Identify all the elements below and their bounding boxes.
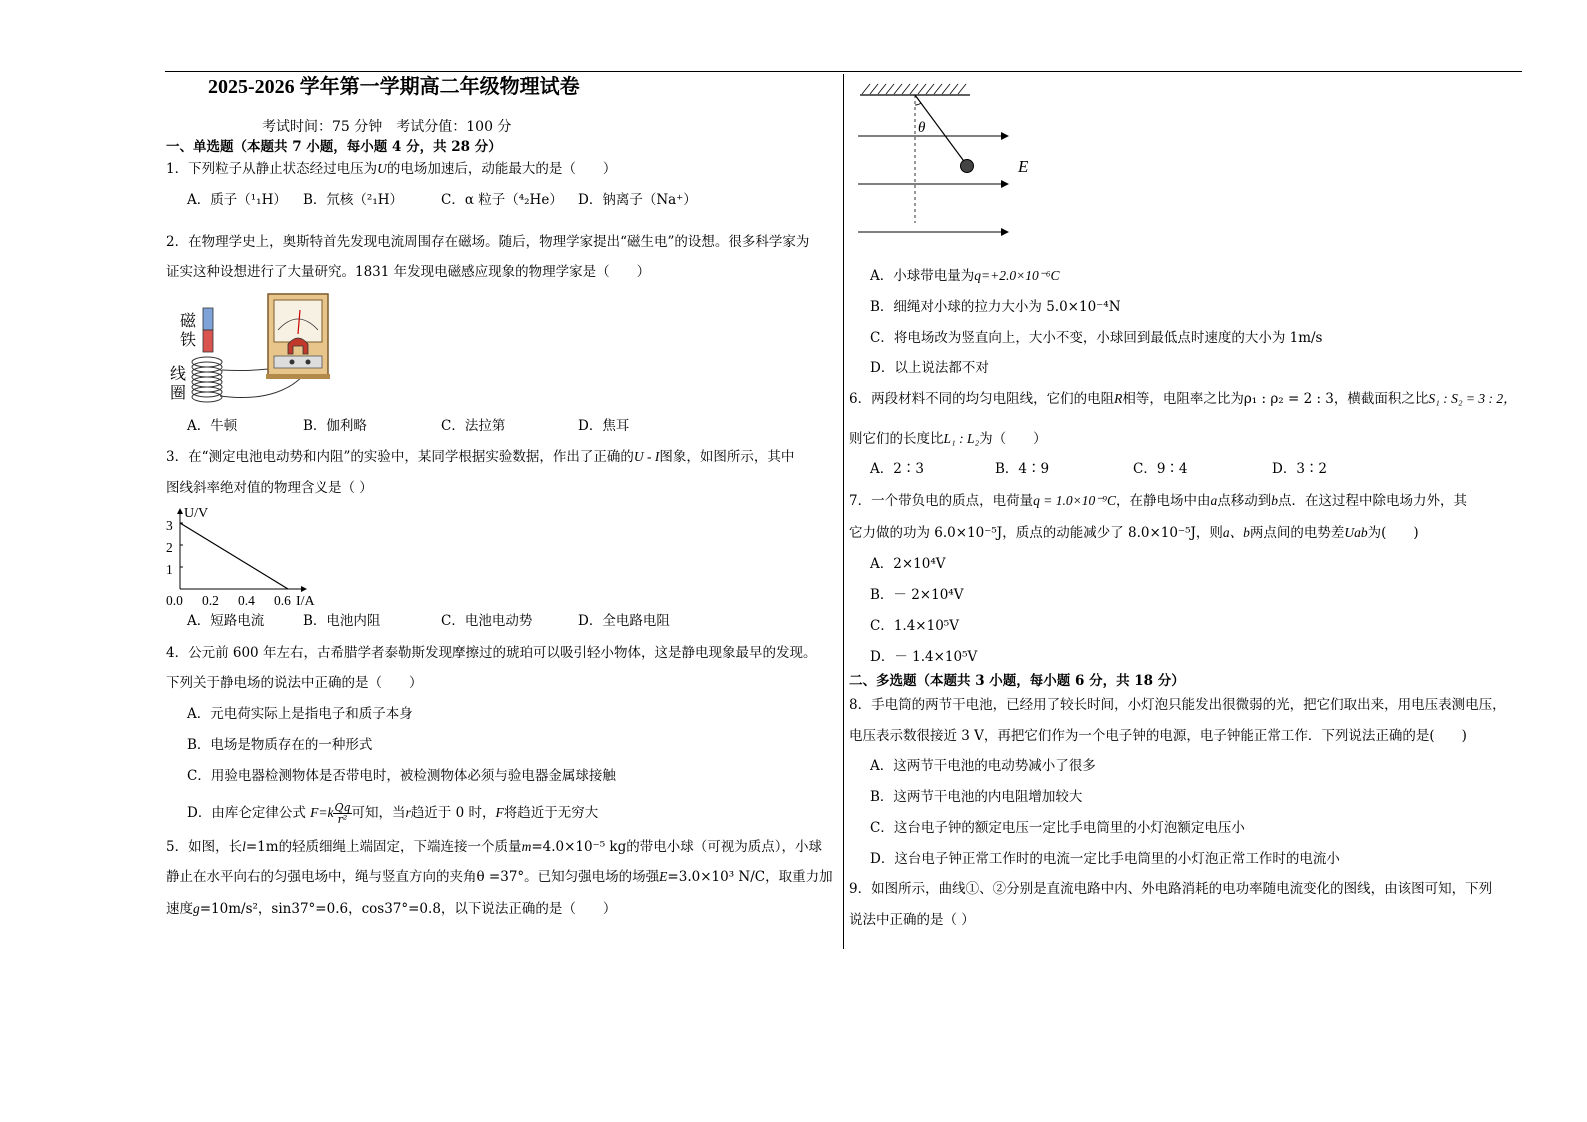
galvanometer xyxy=(266,294,330,379)
q4-option-b: B．电场是物质存在的一种形式 xyxy=(187,737,373,753)
coil-label: 线圈 xyxy=(170,364,187,402)
page-title: 2025-2026 学年第一学期高二年级物理试卷 xyxy=(208,76,580,98)
q5-option-b: B．细绳对小球的拉力大小为 5.0×10⁻⁴N xyxy=(870,299,1121,315)
q3-option-b: B．电池内阻 xyxy=(303,613,381,629)
x-tick-0: 0.0 xyxy=(166,593,183,608)
y-axis-label: U/V xyxy=(184,506,209,521)
x-tick-06: 0.6 xyxy=(274,593,291,608)
question-6-line-1: 6．两段材料不同的均匀电阻线，它们的电阻R相等，电阻率之比为ρ₁ : ρ₂ = 2 : 3，横截面积之比S₁ : S₂ = 3 : 2， xyxy=(849,391,1517,407)
ui-graph xyxy=(160,503,330,611)
y-tick-3: 3 xyxy=(166,518,173,533)
q5-option-c: C．将电场改为竖直向上，大小不变，小球回到最低点时速度的大小为 1m/s xyxy=(870,330,1323,346)
q2-option-d: D．焦耳 xyxy=(578,418,630,434)
q8-option-b: B．这两节干电池的内电阻增加较大 xyxy=(870,789,1083,805)
q3-option-a: A．短路电流 xyxy=(187,613,265,629)
magnet-label: 磁铁 xyxy=(180,311,197,349)
top-rule xyxy=(165,71,1522,72)
q7-option-b: B．－ 2×10⁴V xyxy=(870,587,964,603)
question-3-line-1: 3．在“测定电池电动势和内阻”的实验中，某同学根据实验数据，作出了正确的U - I图象，如图所示，其中 xyxy=(166,449,795,465)
pendulum-figure xyxy=(858,80,1048,245)
q6-option-b: B．4∶9 xyxy=(995,461,1050,477)
question-7-line-1: 7．一个带负电的质点，电荷量q = 1.0×10⁻⁹C，在静电场中由a点移动到b点．在这过程中除电场力外，其 xyxy=(849,493,1468,509)
question-5-line-2: 静止在水平向右的匀强电场中，绳与竖直方向的夹角θ =37°。已知匀强电场的场强E=3.0×10³ N/C，取重力加 xyxy=(166,869,833,885)
q6-option-c: C．9∶4 xyxy=(1133,461,1188,477)
q1-option-a: A．质子（¹₁H） xyxy=(187,192,287,208)
q8-option-d: D．这台电子钟正常工作时的电流一定比手电筒里的小灯泡正常工作时的电流小 xyxy=(870,851,1340,867)
exam-info: 考试时间：75 分钟 考试分值：100 分 xyxy=(262,119,512,135)
induction-figure xyxy=(170,290,340,405)
angle-arc xyxy=(915,103,921,105)
q4-option-d: D．由库仑定律公式 F=k $\frac{Qq}{\text{r²}}$ 可知，当r趋近于 0 时，F将趋近于无穷大 xyxy=(187,801,599,826)
q7-option-a: A．2×10⁴V xyxy=(870,556,946,572)
question-5-line-1: 5．如图，长l=1m的轻质细绳上端固定，下端连接一个质量m=4.0×10⁻⁵ kg的带电小球（可视为质点），小球 xyxy=(166,839,822,855)
ceiling xyxy=(860,84,970,95)
x-tick-02: 0.2 xyxy=(202,593,219,608)
column-divider xyxy=(843,74,844,949)
q5-option-d: D．以上说法都不对 xyxy=(870,360,989,376)
q2-option-b: B．伽利略 xyxy=(303,418,367,434)
question-2-line-2: 证实这种设想进行了大量研究。1831 年发现电磁感应现象的物理学家是（ ） xyxy=(166,264,651,280)
q6-option-d: D．3∶2 xyxy=(1272,461,1328,477)
y-tick-1: 1 xyxy=(166,562,173,577)
question-8-line-2: 电压表示数很接近 3 V，再把它们作为一个电子钟的电源，电子钟能正常工作．下列说法正确的是( ) xyxy=(849,728,1467,744)
question-5-line-3: 速度g=10m/s²，sin37°=0.6，cos37°=0.8，以下说法正确的是（ ） xyxy=(166,901,617,917)
question-6-line-2: 则它们的长度比L₁ : L₂为（ ） xyxy=(849,431,1047,447)
q3-option-c: C．电池电动势 xyxy=(441,613,533,629)
q1-option-d: D．钠离子（Na⁺） xyxy=(578,192,697,208)
q7-option-d: D．－ 1.4×10⁵V xyxy=(870,649,978,665)
question-2-line-1: 2．在物理学史上，奥斯特首先发现电流周围存在磁场。随后，物理学家提出“磁生电”的设想。很多科学家为 xyxy=(166,234,810,250)
q3-option-d: D．全电路电阻 xyxy=(578,613,670,629)
q4-option-a: A．元电荷实际上是指电子和质子本身 xyxy=(187,706,413,722)
y-tick-2: 2 xyxy=(166,540,173,555)
section-2-heading: 二、多选题（本题共 3 小题，每小题 6 分，共 18 分） xyxy=(849,673,1185,689)
x-tick-04: 0.4 xyxy=(238,593,255,608)
q2-option-a: A．牛顿 xyxy=(187,418,238,434)
question-4-line-1: 4．公元前 600 年左右，古希腊学者泰勒斯发现摩擦过的琥珀可以吸引轻小物体，这是静电现象最早的发现。 xyxy=(166,645,817,661)
x-axis-label: I/A xyxy=(296,594,315,609)
section-1-heading: 一、单选题（本题共 7 小题，每小题 4 分，共 28 分） xyxy=(166,139,502,155)
q2-option-c: C．法拉第 xyxy=(441,418,506,434)
q8-option-c: C．这台电子钟的额定电压一定比手电筒里的小灯泡额定电压小 xyxy=(870,820,1245,836)
question-3-line-2: 图线斜率绝对值的物理含义是（ ） xyxy=(166,480,373,496)
question-7-line-2: 它力做的功为 6.0×10⁻⁵J，质点的动能减少了 8.0×10⁻⁵J，则a、b两点间的电势差Uab为( ) xyxy=(849,525,1419,541)
coil xyxy=(192,357,222,402)
q4-option-c: C．用验电器检测物体是否带电时，被检测物体必须与验电器金属球接触 xyxy=(187,768,616,784)
q1-option-b: B．氘核（²₁H） xyxy=(303,192,404,208)
question-9-line-1: 9．如图所示，曲线①、②分别是直流电路中内、外电路消耗的电功率随电流变化的图线，由该图可知，下列 xyxy=(849,881,1493,897)
field-label: E xyxy=(1018,157,1029,176)
charged-ball xyxy=(961,160,974,173)
question-8-line-1: 8．手电筒的两节干电池，已经用了较长时间，小灯泡只能发出很微弱的光，把它们取出来，用电压表测电压， xyxy=(849,697,1506,713)
ui-line xyxy=(180,523,288,589)
theta-label: θ xyxy=(918,120,926,136)
q6-option-a: A．2∶3 xyxy=(870,461,924,477)
bar-magnet xyxy=(203,308,213,352)
question-4-line-2: 下列关于静电场的说法中正确的是（ ） xyxy=(166,675,423,691)
q1-option-c: C．α 粒子（⁴₂He） xyxy=(441,192,563,208)
q7-option-c: C．1.4×10⁵V xyxy=(870,618,959,634)
q8-option-a: A．这两节干电池的电动势减小了很多 xyxy=(870,758,1096,774)
coulomb-fraction: $\frac{Qq}{\text{r²}}$ xyxy=(334,801,351,826)
q5-option-a: A．小球带电量为q=+2.0×10⁻⁶C xyxy=(870,268,1060,284)
question-9-line-2: 说法中正确的是（ ） xyxy=(849,912,975,928)
question-1: 1．下列粒子从静止状态经过电压为U的电场加速后，动能最大的是（ ） xyxy=(166,161,617,177)
